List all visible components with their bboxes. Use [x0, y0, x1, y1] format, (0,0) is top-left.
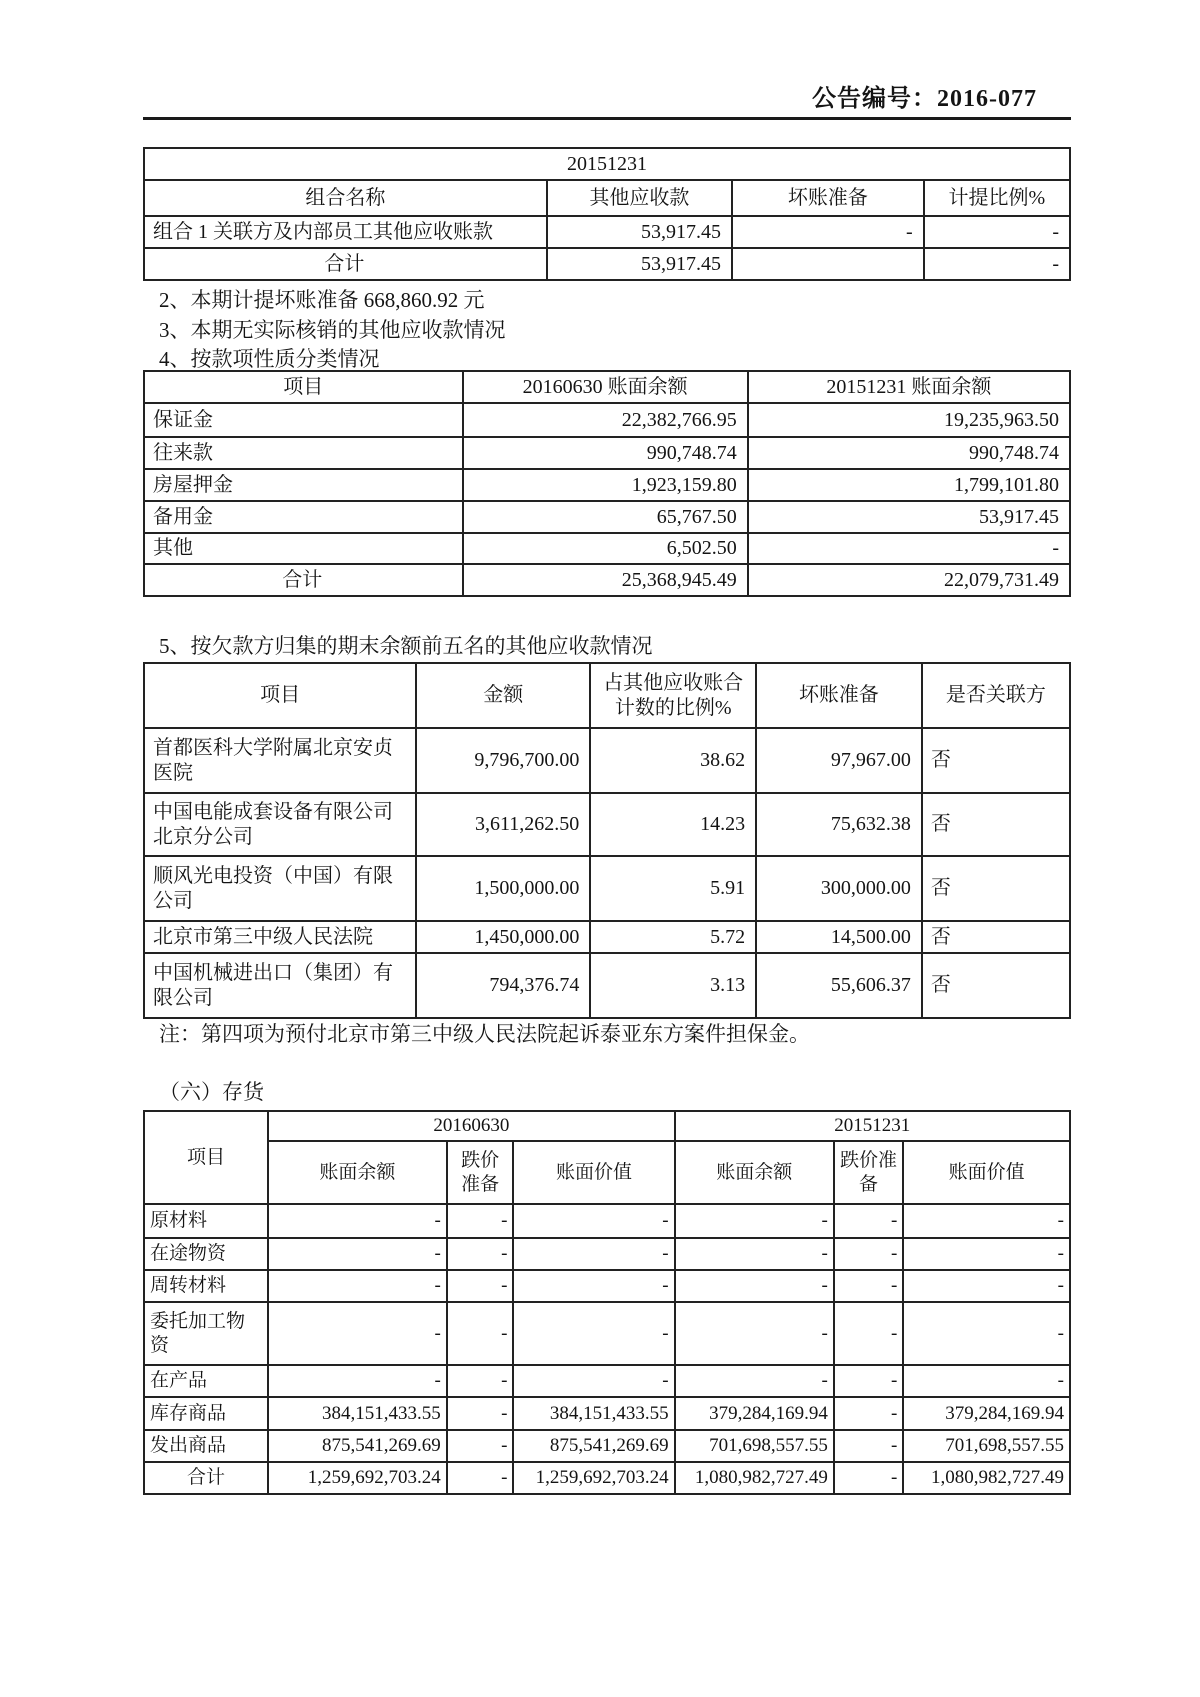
column-header-cell: 20160630 账面余额 — [463, 371, 748, 403]
table-cell: 22,079,731.49 — [748, 564, 1070, 596]
table-cell: 1,080,982,727.49 — [675, 1462, 834, 1494]
table-row — [144, 1430, 1070, 1462]
column-header-cell: 项目 — [144, 371, 463, 403]
table-cell: 53,917.45 — [547, 216, 732, 248]
table-row — [144, 856, 1070, 921]
table-cell: 14.23 — [590, 793, 756, 856]
table-cell: 1,500,000.00 — [416, 856, 590, 921]
table-cell: - — [675, 1302, 834, 1365]
table-cell: - — [447, 1397, 514, 1430]
table-row — [144, 148, 1070, 180]
table-cell: 875,541,269.69 — [513, 1430, 674, 1462]
table-cell: - — [834, 1302, 903, 1365]
table-cell: 1,799,101.80 — [748, 469, 1070, 501]
table-row — [144, 1397, 1070, 1430]
table-row — [144, 1204, 1070, 1238]
table-cell: 顺风光电投资（中国）有限公司 — [144, 856, 416, 921]
table-cell: 保证金 — [144, 403, 463, 437]
column-header-cell: 20151231 — [144, 148, 1070, 180]
column-header-cell: 20160630 — [268, 1111, 674, 1141]
table-cell: - — [903, 1238, 1070, 1270]
table-cell: 否 — [922, 953, 1070, 1018]
table-cell: - — [675, 1365, 834, 1397]
table-cell: - — [732, 216, 924, 248]
column-header-cell: 金额 — [416, 663, 590, 728]
table-cell: - — [447, 1462, 514, 1494]
nature-classification-table — [143, 370, 1071, 597]
table-row — [144, 533, 1070, 564]
column-header-cell: 账面余额 — [675, 1141, 834, 1204]
table-cell: 1,923,159.80 — [463, 469, 748, 501]
table-cell: 在产品 — [144, 1365, 268, 1397]
table-cell: - — [675, 1204, 834, 1238]
table-cell: 19,235,963.50 — [748, 403, 1070, 437]
table-row — [144, 953, 1070, 1018]
table-cell: - — [675, 1270, 834, 1302]
table-cell: - — [513, 1238, 674, 1270]
table-row — [144, 403, 1070, 437]
table-cell: 701,698,557.55 — [675, 1430, 834, 1462]
table-row — [144, 248, 1070, 280]
table-cell: 875,541,269.69 — [268, 1430, 447, 1462]
table-row — [144, 371, 1070, 403]
table-cell: 1,259,692,703.24 — [268, 1462, 447, 1494]
table-cell: - — [268, 1204, 447, 1238]
table-cell: 中国机械进出口（集团）有限公司 — [144, 953, 416, 1018]
column-header-cell: 20151231 — [675, 1111, 1070, 1141]
table-cell: - — [447, 1270, 514, 1302]
column-header-cell: 项目 — [144, 663, 416, 728]
table-cell: - — [513, 1302, 674, 1365]
page-content — [143, 0, 1071, 1697]
table-cell: 9,796,700.00 — [416, 728, 590, 793]
table-cell: - — [834, 1365, 903, 1397]
table-cell: 1,080,982,727.49 — [903, 1462, 1070, 1494]
section-inventory-heading: （六）存货 — [159, 1080, 264, 1104]
table-row — [144, 1141, 1070, 1204]
table-cell: 14,500.00 — [756, 921, 922, 953]
column-header-cell: 其他应收款 — [547, 180, 732, 216]
table-cell: - — [748, 533, 1070, 564]
column-header-cell: 20151231 账面余额 — [748, 371, 1070, 403]
column-header-cell: 计提比例% — [924, 180, 1070, 216]
column-header-cell: 组合名称 — [144, 180, 547, 216]
table-cell: 中国电能成套设备有限公司北京分公司 — [144, 793, 416, 856]
header-rule — [143, 117, 1071, 120]
column-header-cell: 账面价值 — [903, 1141, 1070, 1204]
table-cell: 379,284,169.94 — [903, 1397, 1070, 1430]
table-cell: 25,368,945.49 — [463, 564, 748, 596]
table-cell: 1,450,000.00 — [416, 921, 590, 953]
table-cell: 6,502.50 — [463, 533, 748, 564]
table-cell: 否 — [922, 856, 1070, 921]
column-header-cell: 坏账准备 — [732, 180, 924, 216]
item-top5-heading: 5、按欠款方归集的期末余额前五名的其他应收款情况 — [159, 634, 653, 658]
table-cell: 701,698,557.55 — [903, 1430, 1070, 1462]
table-cell: - — [834, 1204, 903, 1238]
table-cell: 首都医科大学附属北京安贞医院 — [144, 728, 416, 793]
table-cell: 在途物资 — [144, 1238, 268, 1270]
table-row — [144, 793, 1070, 856]
table-row — [144, 663, 1070, 728]
table-cell: - — [903, 1365, 1070, 1397]
table-cell: 53,917.45 — [547, 248, 732, 280]
item-no-writeoff: 3、本期无实际核销的其他应收款情况 — [159, 318, 506, 342]
column-header-cell: 跌价准备 — [834, 1141, 903, 1204]
table-cell: 3,611,262.50 — [416, 793, 590, 856]
column-header-cell: 项目 — [144, 1111, 268, 1204]
table-cell: - — [447, 1365, 514, 1397]
column-header-cell: 跌价准备 — [447, 1141, 514, 1204]
table-cell: 5.91 — [590, 856, 756, 921]
table-cell: 合计 — [144, 564, 463, 596]
table-row — [144, 564, 1070, 596]
table-cell: 委托加工物资 — [144, 1302, 268, 1365]
table-row — [144, 469, 1070, 501]
table-row — [144, 1111, 1070, 1141]
table-cell: 65,767.50 — [463, 501, 748, 533]
table-cell: 384,151,433.55 — [268, 1397, 447, 1430]
table-cell: - — [513, 1204, 674, 1238]
table-cell: - — [268, 1365, 447, 1397]
table-cell: 往来款 — [144, 437, 463, 469]
table-row — [144, 1365, 1070, 1397]
table-cell: 53,917.45 — [748, 501, 1070, 533]
table-row — [144, 921, 1070, 953]
column-header-cell: 占其他应收账合计数的比例% — [590, 663, 756, 728]
item-nature-classification-heading: 4、按款项性质分类情况 — [159, 347, 380, 371]
table-cell: 38.62 — [590, 728, 756, 793]
table-cell: - — [834, 1430, 903, 1462]
table-cell: 97,967.00 — [756, 728, 922, 793]
table-cell: - — [268, 1270, 447, 1302]
footnote-guarantee: 注：第四项为预付北京市第三中级人民法院起诉泰亚东方案件担保金。 — [159, 1022, 810, 1046]
table-cell: 22,382,766.95 — [463, 403, 748, 437]
table-cell: - — [903, 1302, 1070, 1365]
column-header-cell: 账面余额 — [268, 1141, 447, 1204]
table-cell: 否 — [922, 728, 1070, 793]
table-cell: 库存商品 — [144, 1397, 268, 1430]
table-cell: 否 — [922, 921, 1070, 953]
table-cell: 990,748.74 — [463, 437, 748, 469]
table-row — [144, 728, 1070, 793]
table-row — [144, 501, 1070, 533]
table-cell: 备用金 — [144, 501, 463, 533]
table-cell: - — [675, 1238, 834, 1270]
table-cell: 990,748.74 — [748, 437, 1070, 469]
table-row — [144, 1302, 1070, 1365]
table-cell: - — [513, 1270, 674, 1302]
table-cell: 379,284,169.94 — [675, 1397, 834, 1430]
column-header-cell: 坏账准备 — [756, 663, 922, 728]
table-cell: 300,000.00 — [756, 856, 922, 921]
table-cell: - — [447, 1430, 514, 1462]
table-cell: 5.72 — [590, 921, 756, 953]
table-cell — [732, 248, 924, 280]
table-cell: 794,376.74 — [416, 953, 590, 1018]
table-cell: - — [903, 1270, 1070, 1302]
table-row — [144, 180, 1070, 216]
table-cell: - — [447, 1238, 514, 1270]
table-cell: 1,259,692,703.24 — [513, 1462, 674, 1494]
table-row — [144, 1462, 1070, 1494]
column-header-cell: 账面价值 — [513, 1141, 674, 1204]
table-cell: - — [924, 248, 1070, 280]
table-cell: - — [268, 1238, 447, 1270]
table-row — [144, 1238, 1070, 1270]
top5-receivables-table — [143, 662, 1071, 1019]
table-cell: - — [513, 1365, 674, 1397]
table-cell: 否 — [922, 793, 1070, 856]
table-cell: 55,606.37 — [756, 953, 922, 1018]
table-cell: 合计 — [144, 248, 547, 280]
table-cell: - — [834, 1238, 903, 1270]
item-bad-debt-provision: 2、本期计提坏账准备 668,860.92 元 — [159, 288, 485, 312]
table-cell: 房屋押金 — [144, 469, 463, 501]
table-row — [144, 1270, 1070, 1302]
table-cell: 组合 1 关联方及内部员工其他应收账款 — [144, 216, 547, 248]
table-cell: 其他 — [144, 533, 463, 564]
table-cell: 原材料 — [144, 1204, 268, 1238]
table-row — [144, 216, 1070, 248]
table-cell: 发出商品 — [144, 1430, 268, 1462]
table-cell: 周转材料 — [144, 1270, 268, 1302]
table-cell: - — [903, 1204, 1070, 1238]
table-cell: 3.13 — [590, 953, 756, 1018]
table-cell: - — [447, 1302, 514, 1365]
table-cell: - — [834, 1397, 903, 1430]
table-cell: 合计 — [144, 1462, 268, 1494]
table-cell: - — [268, 1302, 447, 1365]
table-cell: - — [447, 1204, 514, 1238]
table-cell: 北京市第三中级人民法院 — [144, 921, 416, 953]
table-cell: - — [834, 1462, 903, 1494]
table-cell: - — [834, 1270, 903, 1302]
table-cell: 384,151,433.55 — [513, 1397, 674, 1430]
announcement-number: 公告编号：2016-077 — [812, 86, 1037, 112]
table-row — [144, 437, 1070, 469]
table-cell: 75,632.38 — [756, 793, 922, 856]
column-header-cell: 是否关联方 — [922, 663, 1070, 728]
inventory-table — [143, 1110, 1071, 1495]
portfolio-receivables-table — [143, 147, 1071, 281]
table-cell: - — [924, 216, 1070, 248]
